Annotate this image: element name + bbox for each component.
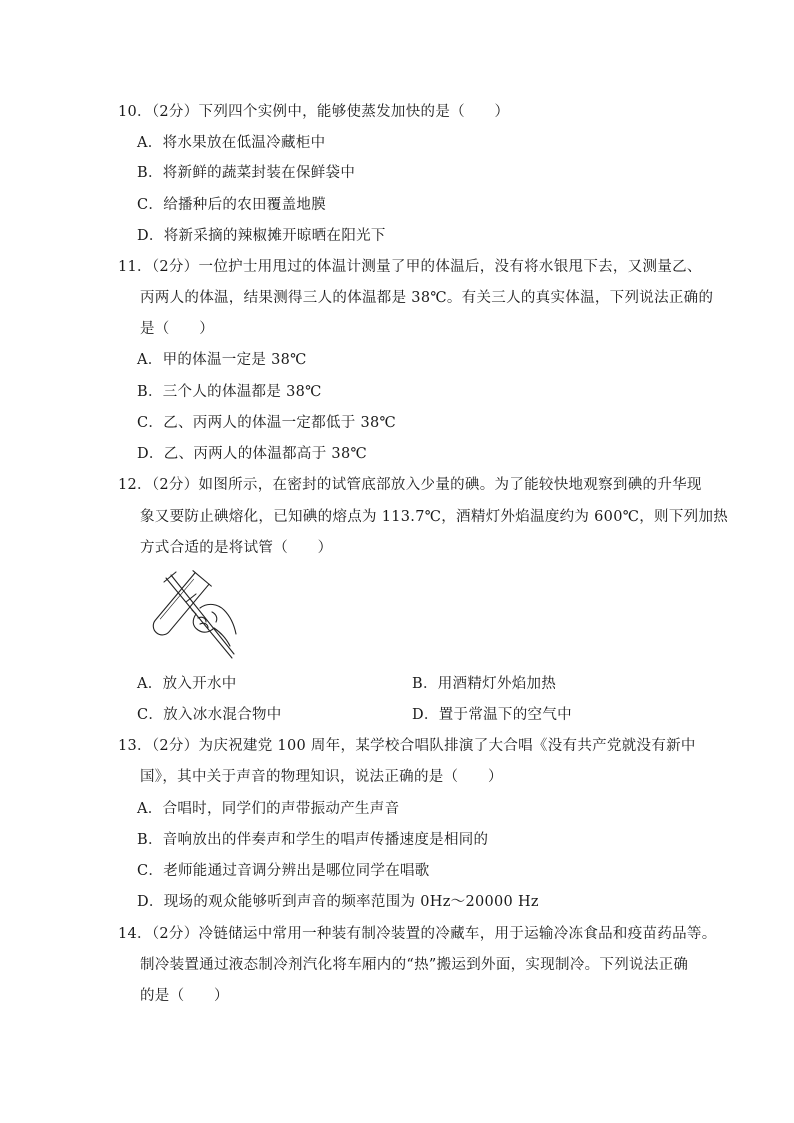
question-14-stem-line-3: 的是（ ）	[140, 988, 229, 1004]
question-12-stem-line-3: 方式合适的是将试管（ ）	[140, 540, 333, 556]
question-10-option-d: D．将新采摘的辣椒摊开晾晒在阳光下	[137, 228, 386, 244]
question-12-stem-line-2: 象又要防止碘熔化，已知碘的熔点为 113.7℃，酒精灯外焰温度约为 600℃，则下列加热	[140, 509, 729, 525]
question-12-stem-line-1: 12．（2分）如图所示，在密封的试管底部放入少量的碘。为了能较快地观察到碘的升华现	[118, 477, 702, 493]
question-10-stem-line-1: 10．（2分）下列四个实例中，能够使蒸发加快的是（ ）	[118, 104, 510, 120]
question-11-option-b: B．三个人的体温都是 38℃	[137, 384, 322, 400]
question-11-stem-line-2: 丙两人的体温，结果测得三人的体温都是 38℃。有关三人的真实体温，下列说法正确的	[140, 290, 714, 306]
question-10-option-a: A．将水果放在低温冷藏柜中	[137, 135, 326, 151]
question-11-option-a: A．甲的体温一定是 38℃	[137, 352, 307, 368]
question-13-stem-line-1: 13．（2分）为庆祝建党 100 周年，某学校合唱队排演了大合唱《没有共产党就没有新中	[118, 738, 696, 754]
question-14-stem-line-1: 14．（2分）冷链储运中常用一种装有制冷装置的冷藏车，用于运输冷冻食品和疫苗药品等。	[118, 926, 717, 942]
question-13-option-d: D．现场的观众能够听到声音的频率范围为 0Hz～20000 Hz	[137, 894, 539, 910]
hand-icon	[192, 604, 236, 646]
question-10-option-c: C．给播种后的农田覆盖地膜	[137, 197, 326, 213]
question-13-option-c: C．老师能通过音调分辨出是哪位同学在唱歌	[137, 863, 430, 879]
question-11-option-d: D．乙、丙两人的体温都高于 38℃	[137, 446, 368, 462]
question-11-stem-line-3: 是（ ）	[140, 321, 214, 337]
question-11-stem-line-1: 11．（2分）一位护士用甩过的体温计测量了甲的体温后，没有将水银甩下去，又测量乙、	[118, 259, 702, 275]
test-tube-holder-icon	[164, 572, 234, 658]
test-tube-icon	[147, 571, 211, 641]
question-13-option-a: A．合唱时，同学们的声带振动产生声音	[137, 801, 400, 817]
question-12-option-a: A．放入开水中	[137, 676, 237, 692]
question-14-stem-line-2: 制冷装置通过液态制冷剂汽化将车厢内的“热”搬运到外面，实现制冷。下列说法正确	[140, 957, 689, 973]
question-12-option-c: C．放入冰水混合物中	[137, 707, 282, 723]
question-13-option-b: B．音响放出的伴奏声和学生的唱声传播速度是相同的	[137, 832, 489, 848]
question-12-option-d: D．置于常温下的空气中	[412, 707, 572, 723]
question-11-option-c: C．乙、丙两人的体温一定都低于 38℃	[137, 415, 397, 431]
question-13-stem-line-2: 国》，其中关于声音的物理知识，说法正确的是（ ）	[140, 769, 503, 785]
test-tube-hand-figure	[134, 568, 244, 660]
question-10-option-b: B．将新鲜的蔬菜封装在保鲜袋中	[137, 165, 356, 181]
question-12-option-b: B．用酒精灯外焰加热	[412, 676, 557, 692]
